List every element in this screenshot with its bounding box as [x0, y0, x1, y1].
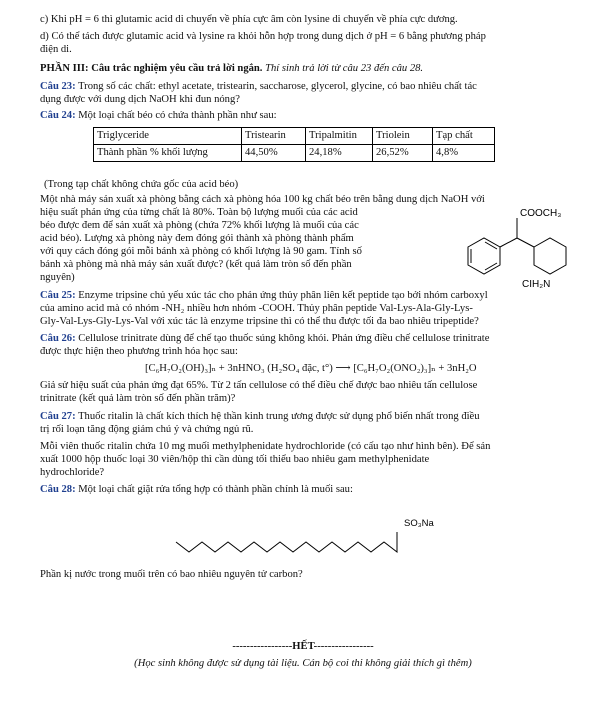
q27-t1: Thuốc ritalin là chất kích thích hệ thần kinh trung ương được sử dụng phổ biến nhất trong điều — [78, 411, 480, 422]
q26-line3: Giả sử hiệu suất của phản ứng đạt 65%. Từ 2 tấn cellulose có thể điều chế được bao nhiêu tấn cellulose — [40, 380, 478, 391]
q27-line4: xuất 1000 hộp thuốc loại 30 viên/hộp thì cần dùng tối thiểu bao nhiêu gam methylphenidate — [40, 454, 430, 465]
q27-label: Câu 27: — [40, 411, 76, 422]
q24-p3: béo được đem để sản xuất xà phòng (chứa 72% khối lượng là muối của các — [40, 220, 359, 231]
ammonium-label: CIH₂N — [522, 279, 551, 290]
table-cell: Triolein — [373, 128, 433, 145]
q25-line1 — [40, 290, 585, 302]
part3-heading — [40, 63, 585, 75]
part3-title: PHẦN III: Câu trắc nghiệm yêu cầu trả lời ngắn. — [40, 63, 263, 74]
table-cell: Triglyceride — [94, 128, 242, 145]
q23-text1: Trong số các chất: ethyl acetate, tristearin, saccharose, glycerol, glycine, có bao nhiêu chất tác — [78, 81, 477, 92]
q24-p4: acid béo). Lượng xà phòng này đem đóng gói thành xà phòng thành phẩm — [40, 233, 354, 244]
q25-t1: Enzyme tripsine chủ yếu xúc tác cho phản ứng thủy phân liên kết peptide tạo bởi nhóm carboxyl — [78, 290, 488, 301]
coocH3-label: COOCH₃ — [520, 208, 562, 219]
q24-p1: Một nhà máy sản xuất xà phòng bằng cách xà phòng hóa 100 kg chất béo trên bằng dung dịch NaOH với — [40, 194, 485, 205]
q23-line2: dụng được với dung dịch NaOH khi đun nóng? — [40, 94, 240, 105]
q25-line2: của amino acid mà có nhóm -NH₂ nhiều hơn nhóm -COOH. Thủy phân peptide Val-Lys-Ala-Gly-Lys- — [40, 303, 473, 314]
q23-label: Câu 23: — [40, 81, 76, 92]
q26-line2: được thực hiện theo phương trình hóa học sau: — [40, 346, 238, 357]
q24-p2: hiệu suất phản ứng của từng chất là 80%. Toàn bộ lượng muối của các acid — [40, 207, 358, 218]
option-d-line1: d) Có thể tách được glutamic acid và lysine ra khỏi hỗn hợp trong dung dịch ở pH = 6 bằng phương pháp — [40, 31, 486, 42]
option-c: c) Khi pH = 6 thì glutamic acid di chuyển về phía cực âm còn lysine di chuyển về phía cực dương. — [40, 14, 458, 25]
table-cell: Tripalmitin — [306, 128, 373, 145]
q26-label: Câu 26: — [40, 333, 76, 344]
table-cell: Tạp chất — [433, 128, 495, 145]
surfactant-structure — [170, 502, 434, 564]
q24-p7: nguyên) — [40, 272, 75, 283]
footer-note: (Học sinh không được sử dụng tài liệu. Cán bộ coi thi không giải thích gì thêm) — [134, 658, 472, 669]
methylphenidate-structure — [448, 202, 578, 302]
q25-label: Câu 25: — [40, 290, 76, 301]
q26-line4: trinitrate (kết quả làm tròn số đến phần trăm)? — [40, 393, 236, 404]
q27-line3: Mỗi viên thuốc ritalin chứa 10 mg muối methylphenidate hydrochloride (có cấu tạo như hình bên). Để sản — [40, 441, 491, 452]
q26-equation: [C₆H₇O₂(OH)₃]ₙ + 3nHNO₃ (H₂SO₄ đặc, t°) ⟶ [C₆H₇O₂(ONO₂)₃]ₙ + 3nH₂O — [145, 363, 477, 374]
end-marker: -----------------HẾT----------------- — [232, 641, 374, 652]
q28-t1: Một loại chất giặt rửa tổng hợp có thành phần chính là muối sau: — [78, 484, 353, 495]
q24-p5: với quy cách đóng gói mỗi bánh xà phòng có khối lượng là 90 gam. Tính số — [40, 246, 362, 257]
table-cell: Thành phần % khối lượng — [94, 145, 242, 162]
q24-text: Một loại chất béo có chứa thành phần như sau: — [78, 110, 277, 121]
q24-p6: bánh xà phòng mà nhà máy sản xuất được? (kết quả làm tròn số đến phần — [40, 259, 352, 270]
q27-line1 — [40, 411, 585, 423]
piperidine-ring — [534, 238, 566, 274]
table-cell: Tristearin — [242, 128, 306, 145]
so3na-label: SO₃Na — [404, 518, 434, 529]
q27-line2: trị rối loạn tăng động giảm chú ý và chứng ngủ rũ. — [40, 424, 254, 435]
q24-note: (Trong tạp chất không chứa gốc của acid béo) — [44, 179, 239, 190]
q28-line2: Phần kị nước trong muối trên có bao nhiêu nguyên tử carbon? — [40, 569, 303, 580]
q26-line1 — [40, 333, 585, 345]
table-row — [94, 145, 495, 162]
part3-note: Thí sinh trả lời từ câu 23 đến câu 28. — [265, 63, 424, 74]
q26-t1: Cellulose trinitrate dùng để chế tạo thuốc súng không khói. Phản ứng điều chế cellulose trinitrate — [78, 333, 490, 344]
q24-label: Câu 24: — [40, 110, 76, 121]
q27-line5: hydrochloride? — [40, 467, 105, 478]
alkyl-chain — [176, 532, 397, 552]
table-cell: 4,8% — [433, 145, 495, 162]
benzene-ring — [468, 238, 500, 274]
option-d-line2: điện di. — [40, 44, 72, 55]
table-cell: 24,18% — [306, 145, 373, 162]
table-cell: 26,52% — [373, 145, 433, 162]
table-cell: 44,50% — [242, 145, 306, 162]
q28-line1 — [40, 484, 353, 496]
q23-line1 — [40, 81, 585, 93]
q25-line3: Gly-Val-Lys-Gly-Lys-Val với xúc tác là enzyme tripsine thì có thể thu được tối đa bao nhiêu tripeptide? — [40, 316, 479, 327]
q28-label: Câu 28: — [40, 484, 76, 495]
table-header-row — [94, 128, 495, 145]
q24-line — [40, 110, 277, 122]
fat-composition-table — [93, 127, 495, 162]
